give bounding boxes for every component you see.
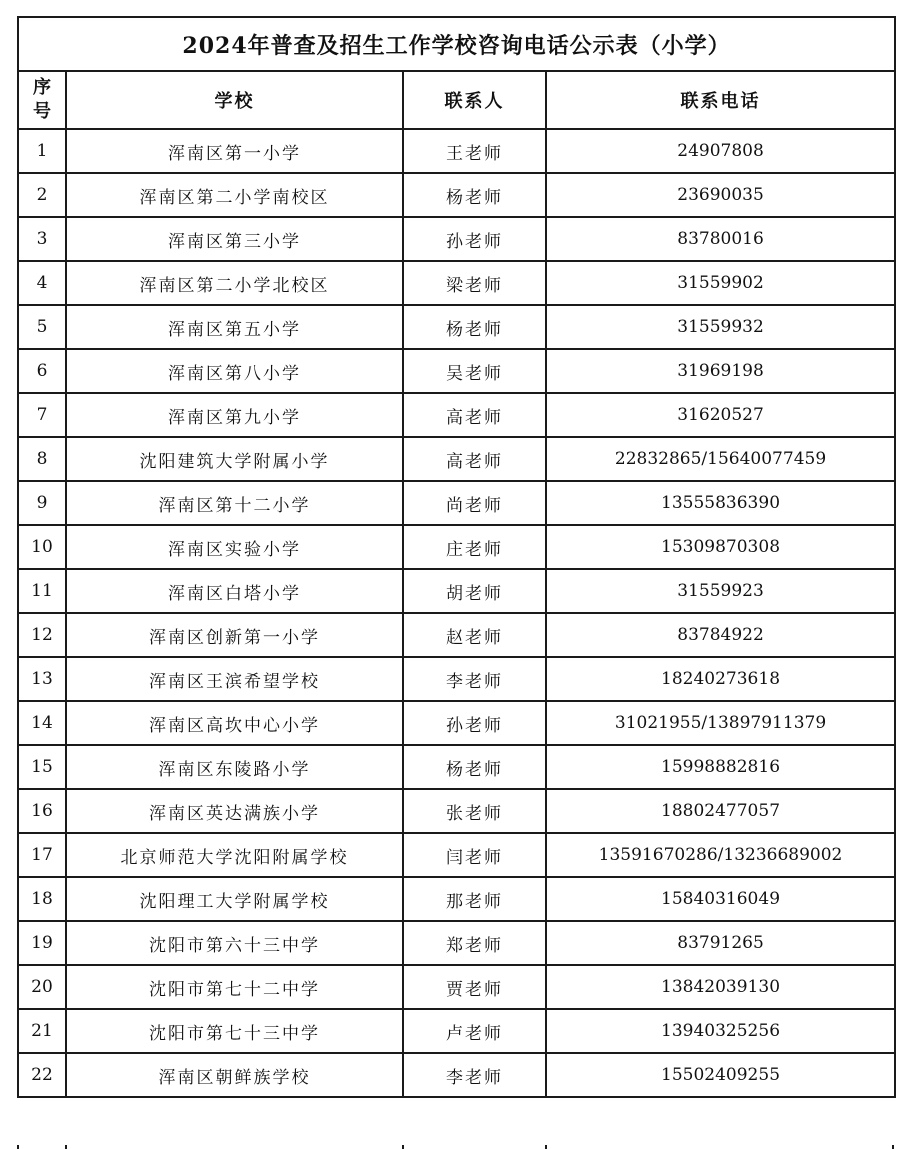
row-index: 18: [18, 877, 66, 921]
header-index-line1: 序: [33, 77, 51, 98]
row-index: 8: [18, 437, 66, 481]
row-contact: 贾老师: [403, 965, 546, 1009]
row-index: 9: [18, 481, 66, 525]
row-school: 浑南区白塔小学: [66, 569, 403, 613]
row-school: 沈阳市第七十二中学: [66, 965, 403, 1009]
row-contact: 那老师: [403, 877, 546, 921]
row-school: 北京师范大学沈阳附属学校: [66, 833, 403, 877]
row-index: 6: [18, 349, 66, 393]
row-school: 浑南区创新第一小学: [66, 613, 403, 657]
row-index: 19: [18, 921, 66, 965]
table-row: [18, 921, 895, 965]
row-school: 浑南区第八小学: [66, 349, 403, 393]
header-phone: 联系电话: [546, 71, 895, 129]
row-contact: 庄老师: [403, 525, 546, 569]
row-phone: 23690035: [546, 173, 895, 217]
row-school: 浑南区东陵路小学: [66, 745, 403, 789]
table-row: [18, 481, 895, 525]
row-phone: 15840316049: [546, 877, 895, 921]
row-contact: 李老师: [403, 657, 546, 701]
row-school: 沈阳市第七十三中学: [66, 1009, 403, 1053]
row-phone: 83780016: [546, 217, 895, 261]
table-row: [18, 173, 895, 217]
row-index: 4: [18, 261, 66, 305]
header-index: [18, 71, 66, 129]
row-phone: 18802477057: [546, 789, 895, 833]
row-contact: 孙老师: [403, 701, 546, 745]
row-school: 浑南区第二小学北校区: [66, 261, 403, 305]
row-index: 11: [18, 569, 66, 613]
row-index: 20: [18, 965, 66, 1009]
row-contact: 胡老师: [403, 569, 546, 613]
table-row: [18, 833, 895, 877]
table-title: 2024年普查及招生工作学校咨询电话公示表（小学）: [18, 17, 895, 71]
row-contact: 赵老师: [403, 613, 546, 657]
table-row: [18, 305, 895, 349]
row-index: 13: [18, 657, 66, 701]
table-row: [18, 965, 895, 1009]
contact-table-sheet: [17, 16, 894, 1098]
row-school: 沈阳市第六十三中学: [66, 921, 403, 965]
header-row: [18, 71, 895, 129]
row-index: 10: [18, 525, 66, 569]
row-phone: 13555836390: [546, 481, 895, 525]
row-phone: 31559902: [546, 261, 895, 305]
row-contact: 吴老师: [403, 349, 546, 393]
row-contact: 孙老师: [403, 217, 546, 261]
row-phone: 31559932: [546, 305, 895, 349]
table-row: [18, 657, 895, 701]
row-phone: 22832865/15640077459: [546, 437, 895, 481]
row-contact: 高老师: [403, 437, 546, 481]
table-row: [18, 569, 895, 613]
row-index: 5: [18, 305, 66, 349]
row-contact: 郑老师: [403, 921, 546, 965]
row-contact: 杨老师: [403, 745, 546, 789]
header-index-line2: 号: [33, 101, 51, 122]
row-index: 21: [18, 1009, 66, 1053]
row-phone: 13940325256: [546, 1009, 895, 1053]
table-row: [18, 1053, 895, 1097]
school-contact-table: [17, 16, 896, 1098]
row-phone: 31969198: [546, 349, 895, 393]
row-index: 12: [18, 613, 66, 657]
row-index: 17: [18, 833, 66, 877]
table-row: [18, 701, 895, 745]
table-body: [18, 129, 895, 1097]
row-phone: 15309870308: [546, 525, 895, 569]
row-school: 浑南区王滨希望学校: [66, 657, 403, 701]
header-school: 学校: [66, 71, 403, 129]
row-contact: 王老师: [403, 129, 546, 173]
table-continuation-edge: [17, 1145, 894, 1149]
row-index: 3: [18, 217, 66, 261]
table-row: [18, 129, 895, 173]
row-school: 浑南区第九小学: [66, 393, 403, 437]
table-row: [18, 1009, 895, 1053]
row-phone: 31021955/13897911379: [546, 701, 895, 745]
row-phone: 15998882816: [546, 745, 895, 789]
table-row: [18, 525, 895, 569]
row-phone: 24907808: [546, 129, 895, 173]
row-contact: 杨老师: [403, 173, 546, 217]
row-phone: 31559923: [546, 569, 895, 613]
table-row: [18, 877, 895, 921]
row-contact: 李老师: [403, 1053, 546, 1097]
row-index: 1: [18, 129, 66, 173]
table-row: [18, 437, 895, 481]
row-phone: 31620527: [546, 393, 895, 437]
row-school: 沈阳建筑大学附属小学: [66, 437, 403, 481]
row-contact: 杨老师: [403, 305, 546, 349]
row-school: 浑南区高坎中心小学: [66, 701, 403, 745]
row-contact: 张老师: [403, 789, 546, 833]
row-contact: 卢老师: [403, 1009, 546, 1053]
row-school: 浑南区第十二小学: [66, 481, 403, 525]
row-index: 14: [18, 701, 66, 745]
table-row: [18, 745, 895, 789]
row-contact: 尚老师: [403, 481, 546, 525]
table-row: [18, 349, 895, 393]
row-school: 浑南区第五小学: [66, 305, 403, 349]
row-contact: 梁老师: [403, 261, 546, 305]
table-row: [18, 789, 895, 833]
row-phone: 15502409255: [546, 1053, 895, 1097]
row-index: 16: [18, 789, 66, 833]
row-contact: 高老师: [403, 393, 546, 437]
row-school: 浑南区第一小学: [66, 129, 403, 173]
row-phone: 18240273618: [546, 657, 895, 701]
table-row: [18, 217, 895, 261]
table-row: [18, 613, 895, 657]
table-row: [18, 261, 895, 305]
row-school: 浑南区第三小学: [66, 217, 403, 261]
row-index: 22: [18, 1053, 66, 1097]
row-phone: 13842039130: [546, 965, 895, 1009]
title-row: [18, 17, 895, 71]
row-school: 浑南区英达满族小学: [66, 789, 403, 833]
row-phone: 83784922: [546, 613, 895, 657]
row-school: 浑南区实验小学: [66, 525, 403, 569]
row-index: 2: [18, 173, 66, 217]
row-school: 浑南区朝鲜族学校: [66, 1053, 403, 1097]
row-school: 沈阳理工大学附属学校: [66, 877, 403, 921]
row-index: 15: [18, 745, 66, 789]
header-contact: 联系人: [403, 71, 546, 129]
row-contact: 闫老师: [403, 833, 546, 877]
row-index: 7: [18, 393, 66, 437]
row-phone: 13591670286/13236689002: [546, 833, 895, 877]
row-school: 浑南区第二小学南校区: [66, 173, 403, 217]
table-row: [18, 393, 895, 437]
row-phone: 83791265: [546, 921, 895, 965]
